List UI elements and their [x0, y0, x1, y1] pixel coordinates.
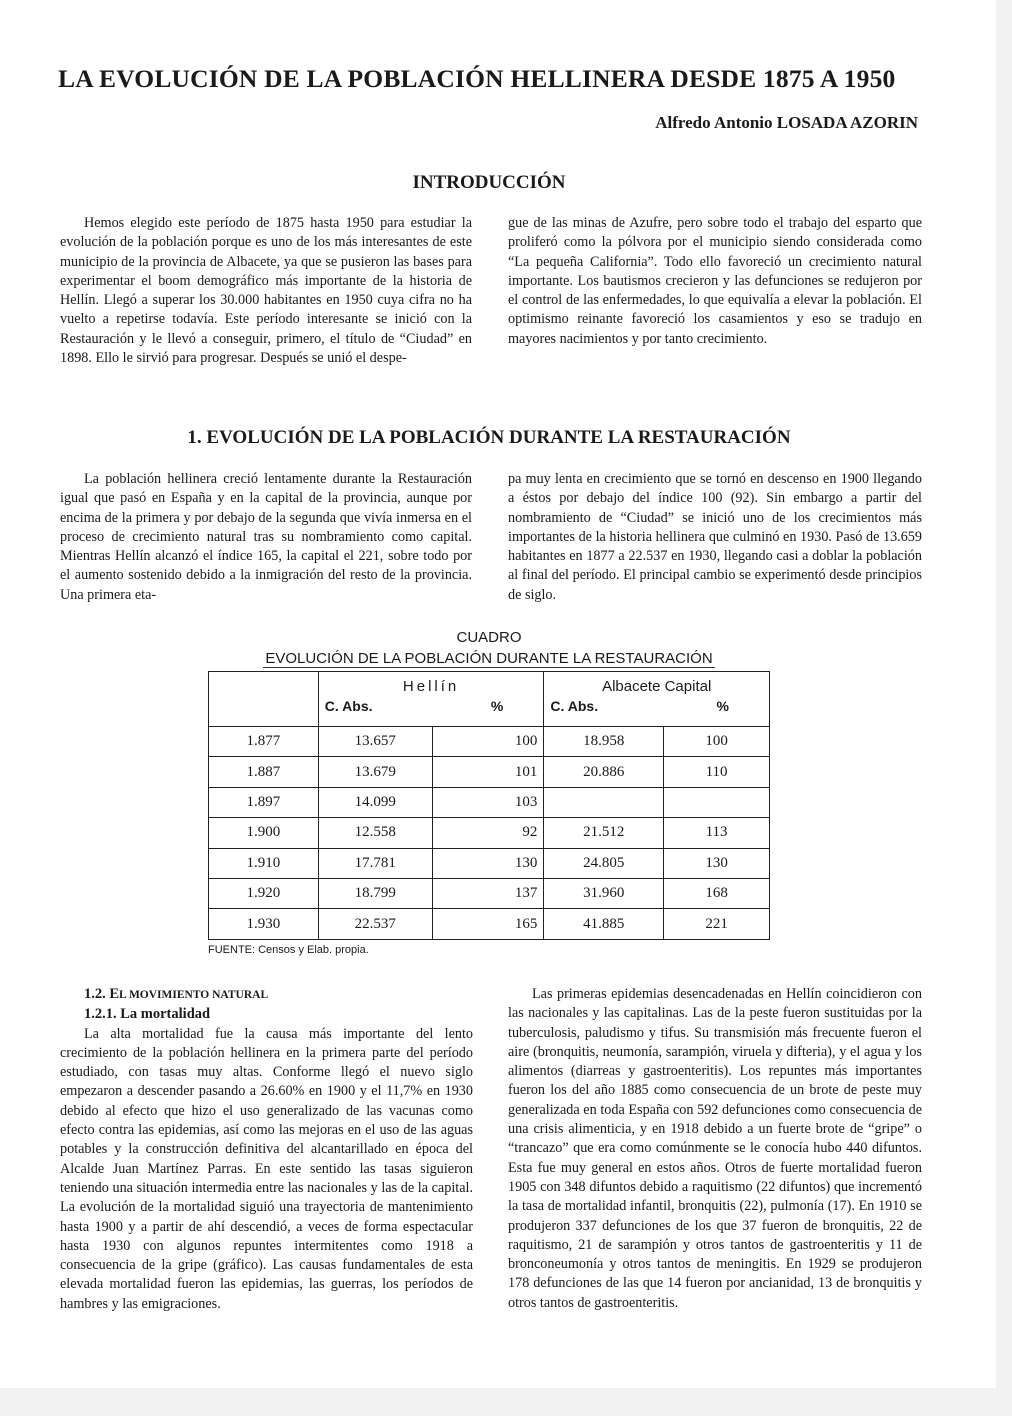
cell-year: 1.877 — [209, 727, 319, 757]
section1-right-column — [508, 470, 922, 605]
movimiento-heading — [60, 985, 473, 1005]
cell-albacete-pct: 110 — [664, 757, 770, 787]
cell-albacete-pct: 130 — [664, 848, 770, 878]
table-caption-label: CUADRO — [456, 629, 522, 646]
table-row — [209, 787, 770, 817]
intro-right-column — [508, 214, 922, 349]
cell-albacete-pct — [664, 787, 770, 817]
cell-albacete-abs: 31.960 — [544, 878, 664, 908]
cell-hellin-abs: 22.537 — [318, 909, 432, 939]
cell-year: 1.930 — [209, 909, 319, 939]
cell-hellin-abs: 14.099 — [318, 787, 432, 817]
table-row — [209, 848, 770, 878]
cell-hellin-abs: 13.679 — [318, 757, 432, 787]
table-caption-title-text: EVOLUCIÓN DE LA POBLACIÓN DURANTE LA RESTAURACIÓN — [265, 650, 713, 667]
section1-heading: 1. EVOLUCIÓN DE LA POBLACIÓN DURANTE LA RESTAURACIÓN — [187, 427, 791, 448]
cell-hellin-pct: 130 — [432, 848, 544, 878]
cell-hellin-abs: 18.799 — [318, 878, 432, 908]
table-row — [209, 818, 770, 848]
cell-albacete-pct: 113 — [664, 818, 770, 848]
movimiento-paragraph-right: Las primeras epidemias desencadenadas en Hellín coincidieron con las nacionales y las capitalinas. Las de la peste fueron sustituidas por la tuberculosis, paludismo y tifus. Su transmisión más frecuente fueron el aire (bronquitis, neumonía, sarampión, viruela y difteria), y el agua y los alimentos (diarreas y gastroenteritis). Los repuntes más importantes fueron los del año 1885 como consecuencia de un brote de peste muy generalizada en toda España con 592 defunciones como consecuencia de una crisis alimenticia, y en 1918 debido a un fuerte brote de “gripe” o “trancazo” que era como comúnmente se le conocía hubo 440 difuntos. Esta fue muy general en estos años. Otros de fuerte mortalidad fueron 1905 con 348 difuntos debido a raquitismo (22 difuntos) que incrementó la tasa de mortalidad infantil, bronquitis (22), pulmonía (17). En 1910 se produjeron 337 defunciones de los que 37 fueron de bronquitis, 22 de raquitismo, 21 de sarampión y otros tantos de gastroenteritis y 11 de bronconeumonía y otros tantos de meningitis. En 1929 se produjeron 178 defunciones de las que 14 fueron por ancianidad, 13 de bronquitis y otros tantos de gastroenteritis. — [508, 986, 922, 1311]
header-albacete-abs: C. Abs. — [550, 698, 599, 714]
cell-year: 1.910 — [209, 848, 319, 878]
table-header-empty — [209, 672, 319, 727]
table-header-hellin — [318, 672, 544, 727]
header-group-albacete: Albacete Capital — [602, 678, 712, 695]
cell-year: 1.887 — [209, 757, 319, 787]
cell-albacete-pct: 168 — [664, 878, 770, 908]
intro-paragraph-right: gue de las minas de Azufre, pero sobre todo el trabajo del esparto que proliferó como la pólvora por el municipio siendo considerada como “La pequeña California”. Todo ello favoreció un crecimiento natural importante. Los bautismos crecieron y las defunciones se redujeron por el control de las enfermedades, lo que equivalía a elevar la población. El optimismo reinante favoreció los casamientos y eso se tradujo en mayores nacimientos y por tanto crecimiento. — [508, 215, 922, 347]
cell-albacete-pct: 221 — [664, 909, 770, 939]
movimiento-paragraph-left: La alta mortalidad fue la causa más importante del lento crecimiento de la población hellinera en la primera parte del período estudiado, con tasas muy altas. Conforme llegó el nuevo siglo empezaron a descender pasando a 26.60% en 1900 y el 11,7% en 1930 debido al efecto que hizo el uso generalizado de las vacunas como efecto contra las epidemias, así como las mejoras en el uso de las aguas potables y la construcción definitiva del alcantarillado en época del Alcalde Juan Martínez Parras. En este sentido las tasas siguieron teniendo una situación intermedia entre las nacionales y las de la capital. La evolución de la mortalidad siguió una trayectoria de mantenimiento hasta 1900 y a partir de ahí descendió, a veces de forma espectacular hasta 1930 con algunos repuntes intermitentes como 1918 a consecuencia de la gripe (gráfico). Las causas fundamentales de esta elevada mortalidad fueron las epidemias, las guerras, los períodos de hambres y las emigraciones. — [60, 1025, 473, 1312]
header-hellin-abs: C. Abs. — [324, 698, 373, 714]
cell-albacete-abs — [544, 787, 664, 817]
intro-heading: INTRODUCCIÓN — [412, 172, 566, 193]
cell-year: 1.900 — [209, 818, 319, 848]
cell-hellin-abs: 13.657 — [318, 727, 432, 757]
section1-paragraph-right: pa muy lenta en crecimiento que se tornó en descenso en 1900 llegando a éstos por debajo del índice 100 (92). Sin embargo a partir del nombramiento de “Ciudad” se inició uno de los crecimientos más importantes de la historia hellinera que culminó en 1930. Pasó de 13.659 habitantes en 1877 a 22.537 en 1930, llegando casi a doblar la población al final del período. El principal cambio se experimentó desde principios de siglo. — [508, 471, 922, 603]
section1-left-column — [60, 470, 472, 605]
movimiento-heading-rest: L MOVIMIENTO NATURAL — [119, 989, 269, 1001]
section1-paragraph-left: La población hellinera creció lentamente durante la Restauración igual que pasó en España y en la capital de la provincia, aunque por encima de la primera y por debajo de la segunda que vivía inmersa en el proceso de crecimiento natural tras su nombramiento como capital. Mientras Hellín alcanzó el índice 165, la capital el 221, sobre todo por el aumento sostenido debido a la inmigración del resto de la provincia. Una primera eta- — [60, 471, 472, 603]
table-row — [209, 909, 770, 939]
movimiento-left-column — [60, 985, 473, 1314]
movimiento-heading-num: 1.2. E — [84, 986, 120, 1002]
table-row — [209, 727, 770, 757]
intro-paragraph-left: Hemos elegido este período de 1875 hasta 1950 para estudiar la evolución de la población porque es uno de los más interesantes de este municipio de la provincia de Albacete, ya que se pusieron las bases para experimentar el boom demográfico más importante de la historia de Hellín. Llegó a superar los 30.000 habitantes en 1950 cuya cifra no ha vuelto a repetirse todavía. Este período interesante se inició con la Restauración y le llevó a conseguir, primero, el título de “Ciudad” en 1898. Ello le sirvió para progresar. Después se unió el despe- — [60, 215, 472, 367]
header-group-hellin: Hellín — [402, 678, 460, 695]
cell-albacete-pct: 100 — [664, 727, 770, 757]
cell-albacete-abs: 24.805 — [544, 848, 664, 878]
mortalidad-subheading: 1.2.1. La mortalidad — [84, 1006, 211, 1023]
population-table — [208, 671, 770, 940]
cell-hellin-abs: 12.558 — [318, 818, 432, 848]
cell-albacete-abs: 20.886 — [544, 757, 664, 787]
table-source: FUENTE: Censos y Elab. propia. — [208, 944, 369, 956]
cell-albacete-abs: 21.512 — [544, 818, 664, 848]
table-header-row — [209, 672, 770, 727]
cell-hellin-pct: 137 — [432, 878, 544, 908]
cell-year: 1.920 — [209, 878, 319, 908]
header-hellin-pct: % — [490, 698, 504, 714]
table-caption-title — [0, 650, 978, 667]
cell-hellin-pct: 92 — [432, 818, 544, 848]
cell-albacete-abs: 41.885 — [544, 909, 664, 939]
cell-hellin-pct: 165 — [432, 909, 544, 939]
movimiento-right-column — [508, 985, 922, 1313]
cell-hellin-abs: 17.781 — [318, 848, 432, 878]
cell-albacete-abs: 18.958 — [544, 727, 664, 757]
intro-left-column — [60, 214, 472, 368]
header-albacete-pct: % — [716, 698, 729, 714]
article-author: Alfredo Antonio LOSADA AZORIN — [655, 113, 918, 132]
article-title: LA EVOLUCIÓN DE LA POBLACIÓN HELLINERA DESDE 1875 A 1950 — [58, 64, 896, 93]
table-header-albacete — [544, 672, 770, 727]
cell-hellin-pct: 100 — [432, 727, 544, 757]
cell-year: 1.897 — [209, 787, 319, 817]
cell-hellin-pct: 103 — [432, 787, 544, 817]
table-row — [209, 878, 770, 908]
cell-hellin-pct: 101 — [432, 757, 544, 787]
table-row — [209, 757, 770, 787]
table-body — [209, 727, 770, 940]
